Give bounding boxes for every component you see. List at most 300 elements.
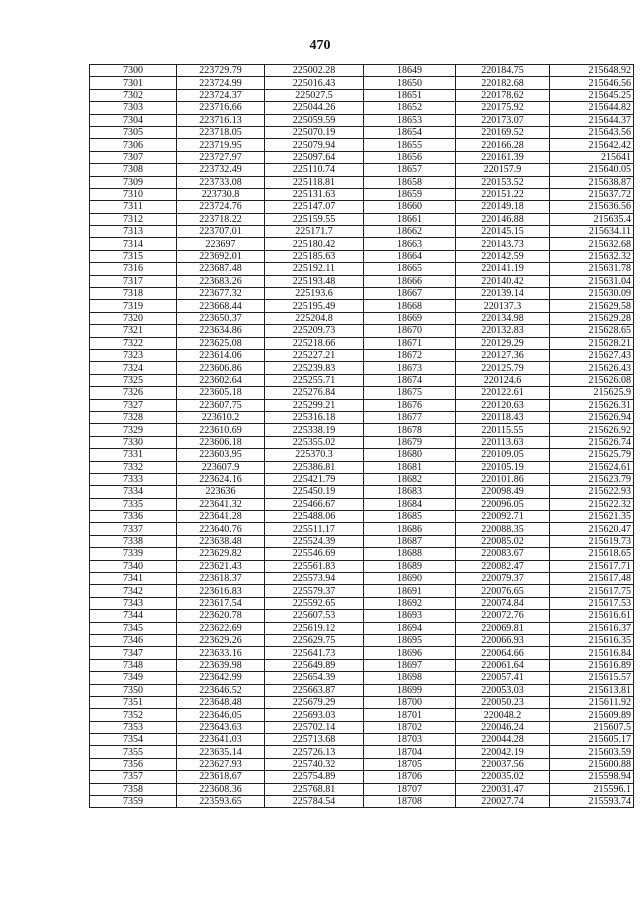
table-cell: 18694 xyxy=(364,622,456,634)
table-cell: 215611.92 xyxy=(550,696,634,708)
table-row xyxy=(90,151,634,163)
table-cell: 7307 xyxy=(90,151,177,163)
table-cell: 18656 xyxy=(364,151,456,163)
table-row xyxy=(90,634,634,646)
table-cell: 225386.81 xyxy=(265,461,364,473)
table-cell: 223641.32 xyxy=(177,498,265,510)
table-row xyxy=(90,424,634,436)
table-cell: 220085.02 xyxy=(456,535,550,547)
table-cell: 215644.82 xyxy=(550,102,634,114)
table-cell: 220141.19 xyxy=(456,263,550,275)
table-cell: 7327 xyxy=(90,399,177,411)
table-cell: 18686 xyxy=(364,523,456,535)
table-cell: 220048.2 xyxy=(456,709,550,721)
table-cell: 7313 xyxy=(90,226,177,238)
table-cell: 215616.37 xyxy=(550,622,634,634)
page-number: 470 xyxy=(309,38,331,53)
table-cell: 225629.75 xyxy=(265,634,364,646)
table-cell: 225511.17 xyxy=(265,523,364,535)
table-cell: 225255.71 xyxy=(265,374,364,386)
table-cell: 225276.84 xyxy=(265,387,364,399)
table-row xyxy=(90,560,634,572)
table-cell: 215616.61 xyxy=(550,610,634,622)
table-cell: 18655 xyxy=(364,139,456,151)
table-cell: 18669 xyxy=(364,312,456,324)
table-cell: 225185.63 xyxy=(265,250,364,262)
table-cell: 18703 xyxy=(364,734,456,746)
table-cell: 220178.62 xyxy=(456,89,550,101)
table-cell: 223610.2 xyxy=(177,411,265,423)
table-cell: 225218.66 xyxy=(265,337,364,349)
table-cell: 215626.92 xyxy=(550,424,634,436)
table-cell: 223648.48 xyxy=(177,696,265,708)
table-cell: 220031.47 xyxy=(456,783,550,795)
table-cell: 225607.53 xyxy=(265,610,364,622)
table-cell: 223625.08 xyxy=(177,337,265,349)
table-cell: 223621.43 xyxy=(177,560,265,572)
table-cell: 220137.3 xyxy=(456,300,550,312)
table-cell: 215607.5 xyxy=(550,721,634,733)
table-cell: 7315 xyxy=(90,250,177,262)
table-cell: 220098.49 xyxy=(456,486,550,498)
table-cell: 18688 xyxy=(364,548,456,560)
table-cell: 18680 xyxy=(364,449,456,461)
table-cell: 225131.63 xyxy=(265,188,364,200)
table-cell: 7336 xyxy=(90,511,177,523)
table-row xyxy=(90,102,634,114)
table-cell: 225079.94 xyxy=(265,139,364,151)
table-cell: 215609.89 xyxy=(550,709,634,721)
table-cell: 18660 xyxy=(364,201,456,213)
table-cell: 225316.18 xyxy=(265,411,364,423)
table-row xyxy=(90,511,634,523)
table-cell: 18670 xyxy=(364,325,456,337)
table-cell: 18705 xyxy=(364,758,456,770)
table-cell: 7334 xyxy=(90,486,177,498)
table-row xyxy=(90,796,634,808)
table-cell: 220115.55 xyxy=(456,424,550,436)
table-cell: 7311 xyxy=(90,201,177,213)
table-row xyxy=(90,709,634,721)
table-cell: 18657 xyxy=(364,164,456,176)
table-cell: 223603.95 xyxy=(177,449,265,461)
table-cell: 7345 xyxy=(90,622,177,634)
table-cell: 223606.18 xyxy=(177,436,265,448)
table-cell: 215626.94 xyxy=(550,411,634,423)
table-cell: 7314 xyxy=(90,238,177,250)
table-cell: 225209.73 xyxy=(265,325,364,337)
table-row xyxy=(90,597,634,609)
table-cell: 215630.09 xyxy=(550,288,634,300)
table-cell: 215646.56 xyxy=(550,77,634,89)
table-row xyxy=(90,436,634,448)
table-cell: 220050.23 xyxy=(456,696,550,708)
table-cell: 7350 xyxy=(90,684,177,696)
table-cell: 215628.21 xyxy=(550,337,634,349)
table-cell: 223642.99 xyxy=(177,672,265,684)
table-cell: 18658 xyxy=(364,176,456,188)
table-cell: 7323 xyxy=(90,349,177,361)
table-cell: 225159.55 xyxy=(265,213,364,225)
table-cell: 223618.67 xyxy=(177,771,265,783)
table-cell: 7322 xyxy=(90,337,177,349)
table-cell: 7330 xyxy=(90,436,177,448)
table-cell: 215622.32 xyxy=(550,498,634,510)
table-cell: 7340 xyxy=(90,560,177,572)
table-cell: 223593.65 xyxy=(177,796,265,808)
table-cell: 215625.79 xyxy=(550,449,634,461)
table-cell: 215635.4 xyxy=(550,213,634,225)
table-cell: 220175.92 xyxy=(456,102,550,114)
table-cell: 223620.78 xyxy=(177,610,265,622)
table-cell: 7337 xyxy=(90,523,177,535)
table-cell: 220057.41 xyxy=(456,672,550,684)
table-cell: 215617.48 xyxy=(550,573,634,585)
table-cell: 215621.35 xyxy=(550,511,634,523)
table-cell: 220101.86 xyxy=(456,473,550,485)
table-cell: 215605.17 xyxy=(550,734,634,746)
table-cell: 223646.05 xyxy=(177,709,265,721)
table-cell: 215641 xyxy=(550,151,634,163)
table-cell: 220064.66 xyxy=(456,647,550,659)
table-cell: 225524.39 xyxy=(265,535,364,547)
table-cell: 225573.94 xyxy=(265,573,364,585)
table-cell: 223639.98 xyxy=(177,659,265,671)
table-cell: 215632.68 xyxy=(550,238,634,250)
table-cell: 18684 xyxy=(364,498,456,510)
table-cell: 7332 xyxy=(90,461,177,473)
table-row xyxy=(90,486,634,498)
table-row xyxy=(90,337,634,349)
table-cell: 18661 xyxy=(364,213,456,225)
table-cell: 7346 xyxy=(90,634,177,646)
table-cell: 220132.83 xyxy=(456,325,550,337)
table-row xyxy=(90,523,634,535)
table-cell: 7312 xyxy=(90,213,177,225)
table-cell: 18676 xyxy=(364,399,456,411)
table-cell: 215613.81 xyxy=(550,684,634,696)
table-row xyxy=(90,411,634,423)
table-cell: 225239.83 xyxy=(265,362,364,374)
table-cell: 225118.81 xyxy=(265,176,364,188)
table-cell: 7333 xyxy=(90,473,177,485)
table-row xyxy=(90,238,634,250)
table-cell: 18697 xyxy=(364,659,456,671)
table-cell: 223697 xyxy=(177,238,265,250)
table-cell: 215596.1 xyxy=(550,783,634,795)
table-cell: 223602.64 xyxy=(177,374,265,386)
table-cell: 225641.73 xyxy=(265,647,364,659)
table-cell: 7329 xyxy=(90,424,177,436)
table-row xyxy=(90,721,634,733)
table-cell: 18691 xyxy=(364,585,456,597)
table-cell: 18696 xyxy=(364,647,456,659)
table-row xyxy=(90,188,634,200)
table-cell: 225740.32 xyxy=(265,758,364,770)
table-cell: 225070.19 xyxy=(265,126,364,138)
table-cell: 215623.79 xyxy=(550,473,634,485)
table-cell: 225421.79 xyxy=(265,473,364,485)
table-cell: 18653 xyxy=(364,114,456,126)
table-cell: 225044.26 xyxy=(265,102,364,114)
table-cell: 220035.02 xyxy=(456,771,550,783)
table-cell: 7359 xyxy=(90,796,177,808)
table-cell: 223606.86 xyxy=(177,362,265,374)
table-cell: 223716.13 xyxy=(177,114,265,126)
table-cell: 215617.75 xyxy=(550,585,634,597)
table-row xyxy=(90,684,634,696)
table-cell: 215636.56 xyxy=(550,201,634,213)
table-cell: 215631.78 xyxy=(550,263,634,275)
table-row xyxy=(90,201,634,213)
table-cell: 225171.7 xyxy=(265,226,364,238)
table-row xyxy=(90,349,634,361)
table-row xyxy=(90,548,634,560)
table-cell: 220079.37 xyxy=(456,573,550,585)
table-cell: 18682 xyxy=(364,473,456,485)
table-cell: 18665 xyxy=(364,263,456,275)
table-cell: 18654 xyxy=(364,126,456,138)
table-cell: 215629.28 xyxy=(550,312,634,324)
table-cell: 223724.37 xyxy=(177,89,265,101)
table-cell: 7316 xyxy=(90,263,177,275)
table-cell: 18652 xyxy=(364,102,456,114)
table-cell: 215622.93 xyxy=(550,486,634,498)
table-cell: 220027.74 xyxy=(456,796,550,808)
table-row xyxy=(90,362,634,374)
table-cell: 225193.6 xyxy=(265,288,364,300)
table-cell: 7301 xyxy=(90,77,177,89)
table-cell: 223629.82 xyxy=(177,548,265,560)
table-cell: 223618.37 xyxy=(177,573,265,585)
table-cell: 18701 xyxy=(364,709,456,721)
table-cell: 7302 xyxy=(90,89,177,101)
table-cell: 220142.59 xyxy=(456,250,550,262)
table-cell: 220157.9 xyxy=(456,164,550,176)
table-cell: 225110.74 xyxy=(265,164,364,176)
table-cell: 223724.99 xyxy=(177,77,265,89)
table-row xyxy=(90,164,634,176)
table-cell: 7303 xyxy=(90,102,177,114)
table-cell: 220076.65 xyxy=(456,585,550,597)
table-cell: 220083.67 xyxy=(456,548,550,560)
table-cell: 225180.42 xyxy=(265,238,364,250)
table-cell: 220066.93 xyxy=(456,634,550,646)
coordinates-table-body xyxy=(90,65,634,808)
table-cell: 215642.42 xyxy=(550,139,634,151)
table-cell: 223624.16 xyxy=(177,473,265,485)
table-row xyxy=(90,659,634,671)
table-cell: 223732.49 xyxy=(177,164,265,176)
table-cell: 18667 xyxy=(364,288,456,300)
table-cell: 18707 xyxy=(364,783,456,795)
table-cell: 18702 xyxy=(364,721,456,733)
table-row xyxy=(90,275,634,287)
table-cell: 223617.54 xyxy=(177,597,265,609)
table-cell: 223730.8 xyxy=(177,188,265,200)
table-cell: 220161.39 xyxy=(456,151,550,163)
table-row xyxy=(90,647,634,659)
table-cell: 223614.06 xyxy=(177,349,265,361)
table-cell: 225227.21 xyxy=(265,349,364,361)
table-cell: 7342 xyxy=(90,585,177,597)
table-cell: 225579.37 xyxy=(265,585,364,597)
table-cell: 223692.01 xyxy=(177,250,265,262)
table-row xyxy=(90,126,634,138)
table-row xyxy=(90,114,634,126)
table-cell: 7310 xyxy=(90,188,177,200)
table-cell: 220129.29 xyxy=(456,337,550,349)
table-cell: 220044.28 xyxy=(456,734,550,746)
table-row xyxy=(90,288,634,300)
table-cell: 220074.84 xyxy=(456,597,550,609)
table-cell: 220134.98 xyxy=(456,312,550,324)
table-row xyxy=(90,573,634,585)
table-cell: 18693 xyxy=(364,610,456,622)
table-cell: 7321 xyxy=(90,325,177,337)
table-cell: 223633.16 xyxy=(177,647,265,659)
table-row xyxy=(90,672,634,684)
table-row xyxy=(90,783,634,795)
table-cell: 225204.8 xyxy=(265,312,364,324)
table-cell: 220082.47 xyxy=(456,560,550,572)
table-cell: 225299.21 xyxy=(265,399,364,411)
table-cell: 223650.37 xyxy=(177,312,265,324)
table-row xyxy=(90,449,634,461)
table-cell: 7341 xyxy=(90,573,177,585)
table-cell: 7354 xyxy=(90,734,177,746)
table-cell: 18699 xyxy=(364,684,456,696)
table-cell: 220096.05 xyxy=(456,498,550,510)
table-cell: 223724.76 xyxy=(177,201,265,213)
table-cell: 215645.25 xyxy=(550,89,634,101)
table-cell: 18662 xyxy=(364,226,456,238)
table-cell: 223718.05 xyxy=(177,126,265,138)
table-cell: 18664 xyxy=(364,250,456,262)
table-cell: 7324 xyxy=(90,362,177,374)
table-cell: 7320 xyxy=(90,312,177,324)
table-cell: 215624.61 xyxy=(550,461,634,473)
table-cell: 225713.68 xyxy=(265,734,364,746)
table-cell: 7351 xyxy=(90,696,177,708)
table-cell: 225546.69 xyxy=(265,548,364,560)
table-cell: 18683 xyxy=(364,486,456,498)
table-cell: 225193.48 xyxy=(265,275,364,287)
table-cell: 215638.87 xyxy=(550,176,634,188)
table-cell: 220184.75 xyxy=(456,65,550,77)
table-cell: 7325 xyxy=(90,374,177,386)
table-cell: 223622.69 xyxy=(177,622,265,634)
table-cell: 215598.94 xyxy=(550,771,634,783)
table-cell: 225702.14 xyxy=(265,721,364,733)
table-cell: 215626.31 xyxy=(550,399,634,411)
table-cell: 223605.18 xyxy=(177,387,265,399)
table-cell: 223733.08 xyxy=(177,176,265,188)
table-cell: 223687.48 xyxy=(177,263,265,275)
table-row xyxy=(90,226,634,238)
table-cell: 18659 xyxy=(364,188,456,200)
table-cell: 215631.04 xyxy=(550,275,634,287)
table-cell: 223608.36 xyxy=(177,783,265,795)
table-cell: 223635.14 xyxy=(177,746,265,758)
table-cell: 18674 xyxy=(364,374,456,386)
table-cell: 220122.61 xyxy=(456,387,550,399)
table-cell: 223627.93 xyxy=(177,758,265,770)
table-cell: 7306 xyxy=(90,139,177,151)
table-cell: 215616.35 xyxy=(550,634,634,646)
table-cell: 7358 xyxy=(90,783,177,795)
table-row xyxy=(90,696,634,708)
table-cell: 18650 xyxy=(364,77,456,89)
table-cell: 215626.08 xyxy=(550,374,634,386)
table-row xyxy=(90,213,634,225)
table-cell: 225768.81 xyxy=(265,783,364,795)
table-cell: 225450.19 xyxy=(265,486,364,498)
table-row xyxy=(90,746,634,758)
table-cell: 18678 xyxy=(364,424,456,436)
table-cell: 215632.32 xyxy=(550,250,634,262)
table-cell: 215634.11 xyxy=(550,226,634,238)
table-cell: 215629.58 xyxy=(550,300,634,312)
table-cell: 220124.6 xyxy=(456,374,550,386)
table-cell: 223638.48 xyxy=(177,535,265,547)
table-cell: 7356 xyxy=(90,758,177,770)
table-row xyxy=(90,461,634,473)
table-row xyxy=(90,498,634,510)
table-cell: 223729.79 xyxy=(177,65,265,77)
table-cell: 18704 xyxy=(364,746,456,758)
table-row xyxy=(90,622,634,634)
table-cell: 223634.86 xyxy=(177,325,265,337)
table-cell: 7355 xyxy=(90,746,177,758)
table-cell: 223636 xyxy=(177,486,265,498)
table-cell: 223677.32 xyxy=(177,288,265,300)
table-cell: 215626.74 xyxy=(550,436,634,448)
table-cell: 223646.52 xyxy=(177,684,265,696)
table-cell: 18672 xyxy=(364,349,456,361)
table-cell: 18687 xyxy=(364,535,456,547)
table-cell: 215628.65 xyxy=(550,325,634,337)
table-cell: 220046.24 xyxy=(456,721,550,733)
table-cell: 18651 xyxy=(364,89,456,101)
table-cell: 223643.63 xyxy=(177,721,265,733)
table-cell: 223718.22 xyxy=(177,213,265,225)
table-cell: 223607.75 xyxy=(177,399,265,411)
table-row xyxy=(90,65,634,77)
table-cell: 215625.9 xyxy=(550,387,634,399)
coordinates-table xyxy=(89,64,634,808)
table-row xyxy=(90,89,634,101)
table-cell: 220109.05 xyxy=(456,449,550,461)
table-cell: 223668.44 xyxy=(177,300,265,312)
table-row xyxy=(90,250,634,262)
table-row xyxy=(90,312,634,324)
table-cell: 215640.05 xyxy=(550,164,634,176)
table-cell: 220120.63 xyxy=(456,399,550,411)
table-cell: 18677 xyxy=(364,411,456,423)
table-cell: 220037.56 xyxy=(456,758,550,770)
table-cell: 215648.92 xyxy=(550,65,634,77)
table-row xyxy=(90,585,634,597)
table-cell: 223616.83 xyxy=(177,585,265,597)
table-cell: 225370.3 xyxy=(265,449,364,461)
table-cell: 225355.02 xyxy=(265,436,364,448)
table-cell: 18666 xyxy=(364,275,456,287)
table-cell: 225561.83 xyxy=(265,560,364,572)
table-cell: 220173.07 xyxy=(456,114,550,126)
table-cell: 215637.72 xyxy=(550,188,634,200)
table-cell: 215616.89 xyxy=(550,659,634,671)
